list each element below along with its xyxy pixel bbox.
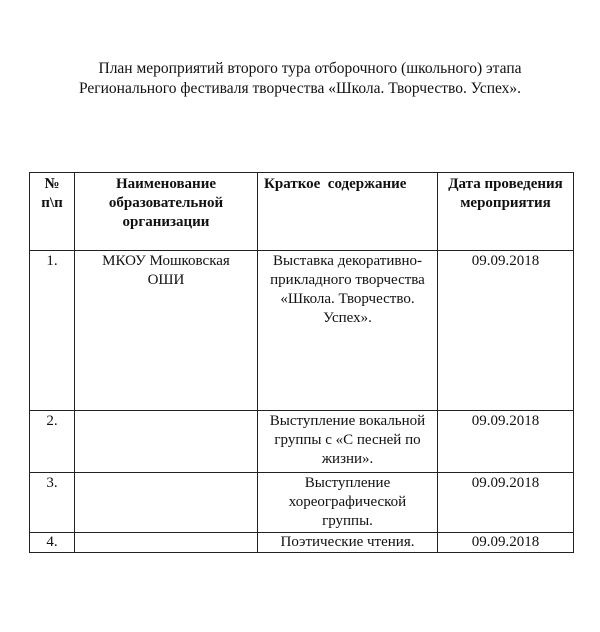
document-title — [0, 59, 600, 99]
row-date: 09.09.2018 — [438, 473, 574, 533]
header-num: № п\п — [30, 173, 75, 251]
row-date: 09.09.2018 — [438, 251, 574, 411]
header-org: Наименование образовательной организации — [75, 173, 258, 251]
row-org — [75, 533, 258, 553]
header-content: Краткое содержание — [258, 173, 438, 251]
row-org — [75, 473, 258, 533]
title-line-2: Регионального фестиваля творчества «Школа. Творчество. Успех». — [78, 80, 522, 97]
row-date: 09.09.2018 — [438, 411, 574, 473]
row-org — [75, 411, 258, 473]
table-row — [30, 473, 574, 533]
row-num: 2. — [30, 411, 75, 473]
row-content: Поэтические чтения. — [258, 533, 438, 553]
table-row — [30, 533, 574, 553]
title-line-1: План мероприятий второго тура отборочного (школьного) этапа — [98, 60, 522, 77]
row-org: МКОУ Мошковская ОШИ — [75, 251, 258, 411]
row-content: Выставка декоративно-прикладного творчества «Школа. Творчество. Успех». — [258, 251, 438, 411]
row-num: 3. — [30, 473, 75, 533]
row-num: 4. — [30, 533, 75, 553]
row-date: 09.09.2018 — [438, 533, 574, 553]
row-content: Выступление хореографической группы. — [258, 473, 438, 533]
table-header-row — [30, 173, 574, 251]
table-row — [30, 251, 574, 411]
row-num: 1. — [30, 251, 75, 411]
header-date: Дата проведения мероприятия — [438, 173, 574, 251]
table-row — [30, 411, 574, 473]
row-content: Выступление вокальной группы с «С песней по жизни». — [258, 411, 438, 473]
events-plan-table — [29, 172, 574, 553]
